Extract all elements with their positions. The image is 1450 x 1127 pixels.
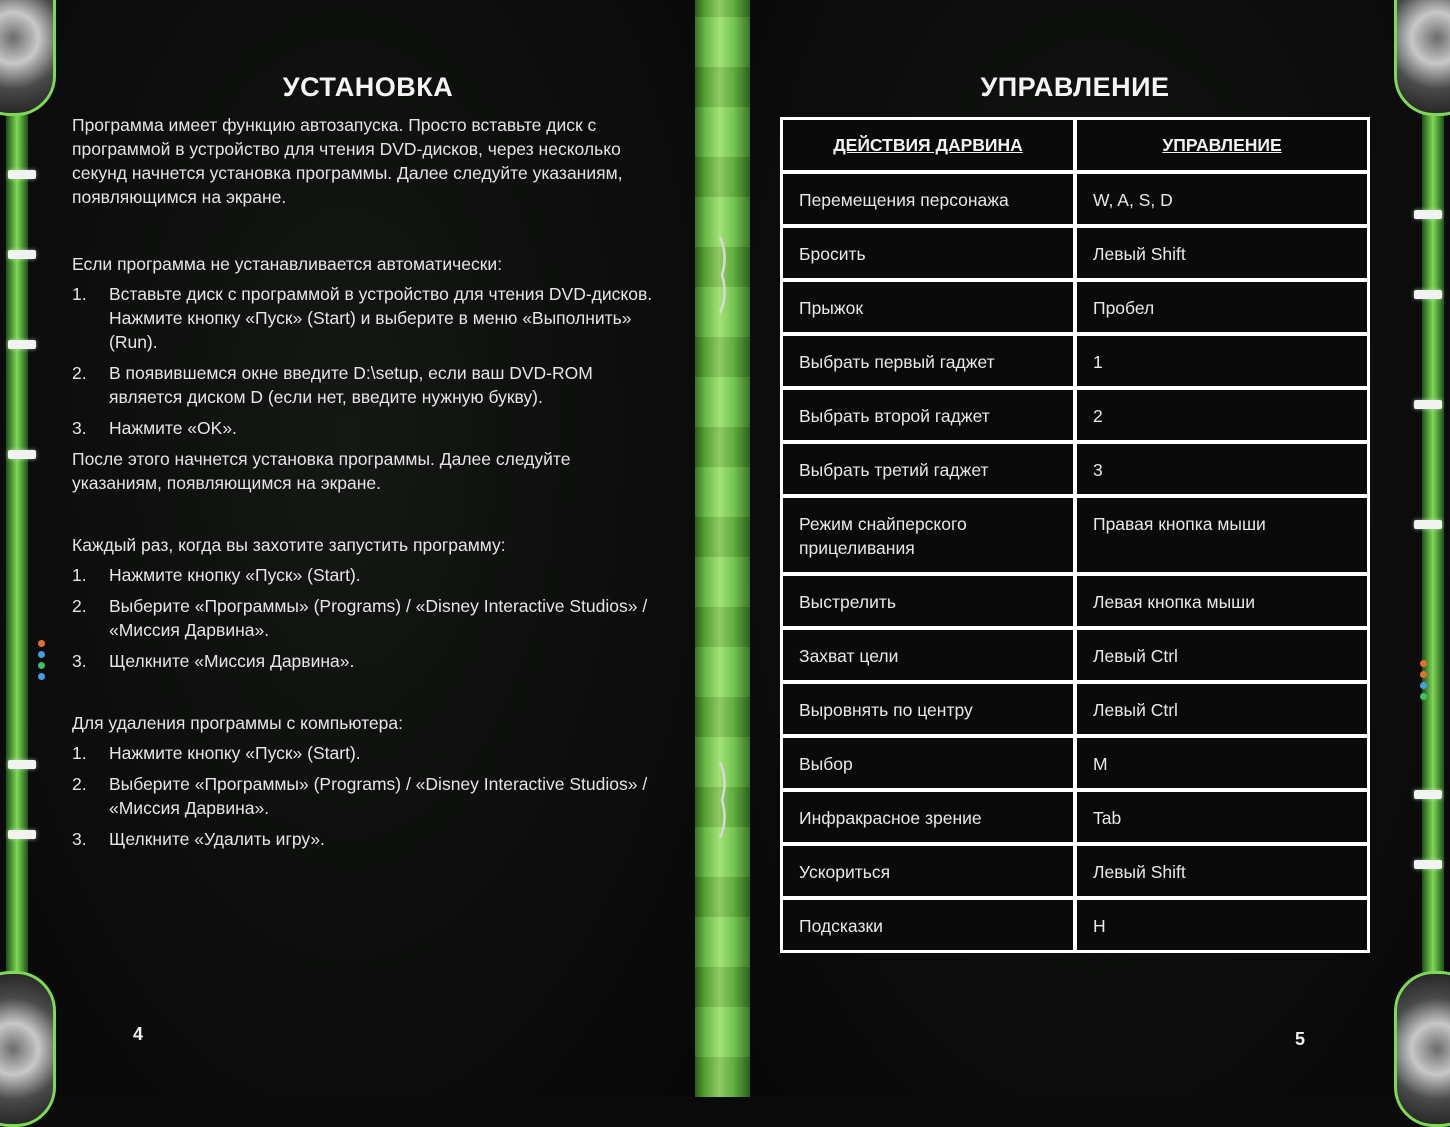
controls-table-body (781, 172, 1369, 952)
led-indicators (1420, 660, 1428, 704)
light-dash (1414, 860, 1442, 869)
table-row (781, 334, 1369, 388)
uninstall-steps (72, 741, 664, 851)
list-item: 1. Нажмите кнопку «Пуск» (Start). (72, 565, 361, 585)
table-row (781, 496, 1369, 574)
action-cell: Выбрать первый гаджет (781, 334, 1075, 388)
control-cell: M (1075, 736, 1369, 790)
light-dash (1414, 520, 1442, 529)
header-action: ДЕЙСТВИЯ ДАРВИНА (781, 118, 1075, 172)
manual-install-steps (72, 282, 664, 440)
light-dash (8, 450, 36, 459)
list-item: 1. Нажмите кнопку «Пуск» (Start). (72, 743, 361, 763)
action-cell: Режим снайперского прицеливания (781, 496, 1075, 574)
light-dash (1414, 400, 1442, 409)
metal-cap-top (1394, 0, 1450, 116)
controls-title: УПРАВЛЕНИЕ (980, 72, 1170, 102)
page-number-left: 4 (133, 1024, 144, 1044)
control-cell: 2 (1075, 388, 1369, 442)
glow-tube (1422, 40, 1444, 1057)
control-cell: Пробел (1075, 280, 1369, 334)
table-row (781, 898, 1369, 952)
control-cell: 1 (1075, 334, 1369, 388)
control-cell: H (1075, 898, 1369, 952)
action-cell: Выбор (781, 736, 1075, 790)
autorun-paragraph: Программа имеет функцию автозапуска. Просто вставьте диск с программой в устройство для чтения DVD-дисков, через несколько секунд начнется установка программы. Далее следуйте указаниям, появляющимся на экране. (72, 115, 623, 207)
metal-cap-bottom (1394, 971, 1450, 1127)
control-cell: Tab (1075, 790, 1369, 844)
table-row (781, 682, 1369, 736)
table-row (781, 574, 1369, 628)
table-header-row (781, 118, 1369, 172)
list-item: 1. Вставьте диск с программой в устройство для чтения DVD-дисков. Нажмите кнопку «Пуск» (Start) и выберите в меню «Выполнить» (Run). (72, 284, 653, 352)
list-item: 2. В появившемся окне введите D:\setup, если ваш DVD-ROM является диском D (если нет, введите нужную букву). (72, 363, 593, 407)
action-cell: Выбрать второй гаджет (781, 388, 1075, 442)
control-cell: Правая кнопка мыши (1075, 496, 1369, 574)
light-dash (8, 340, 36, 349)
control-cell: Левый Shift (1075, 226, 1369, 280)
table-row (781, 172, 1369, 226)
control-cell: Левый Ctrl (1075, 628, 1369, 682)
list-item: 2. Выберите «Программы» (Programs) / «Disney Interactive Studios» / «Миссия Дарвина». (72, 774, 648, 818)
manual-install-lead: Если программа не устанавливается автоматически: (72, 254, 503, 274)
light-dash (8, 830, 36, 839)
installation-title: УСТАНОВКА (282, 72, 454, 102)
control-cell: Левая кнопка мыши (1075, 574, 1369, 628)
launch-steps (72, 563, 664, 673)
light-dash (1414, 210, 1442, 219)
action-cell: Выровнять по центру (781, 682, 1075, 736)
action-cell: Выстрелить (781, 574, 1075, 628)
action-cell: Прыжок (781, 280, 1075, 334)
header-control: УПРАВЛЕНИЕ (1075, 118, 1369, 172)
action-cell: Бросить (781, 226, 1075, 280)
staple-icon (716, 760, 730, 840)
action-cell: Ускориться (781, 844, 1075, 898)
controls-section (780, 72, 1370, 953)
table-row (781, 736, 1369, 790)
light-dash (8, 250, 36, 259)
installation-section (72, 72, 664, 858)
controls-table (780, 117, 1370, 953)
light-dash (8, 170, 36, 179)
page-number-right: 5 (1295, 1029, 1306, 1049)
after-install-paragraph: После этого начнется установка программы. Далее следуйте указаниям, появляющимся на экране. (72, 449, 571, 493)
uninstall-lead: Для удаления программы с компьютера: (72, 713, 403, 733)
left-decorative-rail (0, 0, 80, 1097)
table-row (781, 628, 1369, 682)
table-row (781, 442, 1369, 496)
light-dash (1414, 290, 1442, 299)
control-cell: W, A, S, D (1075, 172, 1369, 226)
launch-lead: Каждый раз, когда вы захотите запустить программу: (72, 535, 506, 555)
list-item: 3. Нажмите «OK». (72, 418, 237, 438)
list-item: 2. Выберите «Программы» (Programs) / «Disney Interactive Studios» / «Миссия Дарвина». (72, 596, 648, 640)
list-item: 3. Щелкните «Миссия Дарвина». (72, 651, 355, 671)
list-item: 3. Щелкните «Удалить игру». (72, 829, 325, 849)
light-dash (1414, 790, 1442, 799)
light-dash (8, 760, 36, 769)
table-row (781, 790, 1369, 844)
glow-tube (6, 40, 28, 1057)
table-row (781, 226, 1369, 280)
control-cell: Левый Ctrl (1075, 682, 1369, 736)
action-cell: Инфракрасное зрение (781, 790, 1075, 844)
table-row (781, 280, 1369, 334)
book-spine (695, 0, 750, 1097)
control-cell: Левый Shift (1075, 844, 1369, 898)
right-decorative-rail (1370, 0, 1450, 1097)
metal-cap-top (0, 0, 56, 116)
table-row (781, 844, 1369, 898)
action-cell: Захват цели (781, 628, 1075, 682)
action-cell: Подсказки (781, 898, 1075, 952)
led-indicators (38, 640, 46, 684)
staple-icon (716, 235, 730, 315)
action-cell: Перемещения персонажа (781, 172, 1075, 226)
metal-cap-bottom (0, 971, 56, 1127)
action-cell: Выбрать третий гаджет (781, 442, 1075, 496)
table-row (781, 388, 1369, 442)
control-cell: 3 (1075, 442, 1369, 496)
